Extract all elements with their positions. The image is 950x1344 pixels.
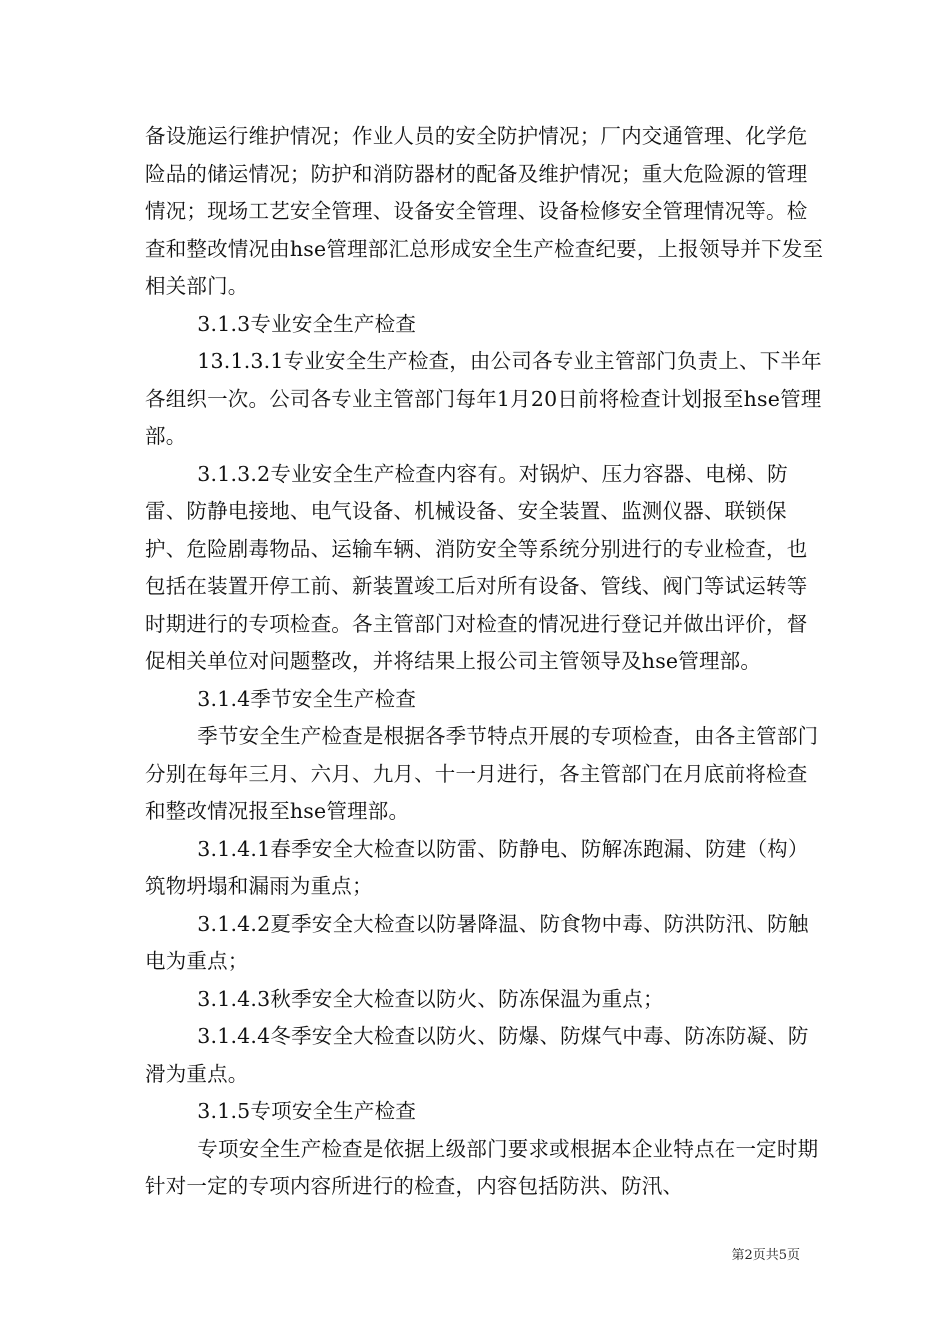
paragraph-3-1-4-4: 3.1.4.4冬季安全大检查以防火、防爆、防煤气中毒、防冻防凝、防滑为重点。 (145, 1024, 809, 1086)
paragraph-3-1-4-2: 3.1.4.2夏季安全大检查以防暑降温、防食物中毒、防洪防汛、防触电为重点； (145, 911, 809, 973)
page-number: 第2页共5页 (731, 1248, 800, 1263)
section-heading-3-1-4: 3.1.4季节安全生产检查 (197, 686, 417, 711)
paragraph-1: 备设施运行维护情况；作业人员的安全防护情况；厂内交通管理、化学危险品的储运情况；防护和消防器材的配备及维护情况；重大危险源的管理情况；现场工艺安全管理、设备安全管理、设备检修安全管理情况等。检查和整改情况由hse管理部汇总形成安全生产检查纪要，上报领导并下发至相关部门。 (145, 124, 824, 298)
section-heading-3-1-3: 3.1.3专业安全生产检查 (197, 311, 417, 336)
paragraph-3-1-3-2: 3.1.3.2专业安全生产检查内容有。对锅炉、压力容器、电梯、防雷、防静电接地、电气设备、机械设备、安全装置、监测仪器、联锁保护、危险剧毒物品、运输车辆、消防安全等系统分别进行的专业检查，也包括在装置开停工前、新装置竣工后对所有设备、管线、阀门等试运转等时期进行的专项检查。各主管部门对检查的情况进行登记并做出评价，督促相关单位对问题整改，并将结果上报公司主管领导及hse管理部。 (145, 461, 808, 673)
paragraph-3-1-4-1: 3.1.4.1春季安全大检查以防雷、防静电、防解冻跑漏、防建（构）筑物坍塌和漏雨为重点； (145, 836, 809, 898)
paragraph-3-1-3-1: 13.1.3.1专业安全生产检查，由公司各专业主管部门负责上、下半年各组织一次。公司各专业主管部门每年1月20日前将检查计划报至hse管理部。 (145, 349, 822, 448)
paragraph-3-1-4-3: 3.1.4.3秋季安全大检查以防火、防冻保温为重点； (197, 986, 664, 1011)
paragraph-seasonal-intro: 季节安全生产检查是根据各季节特点开展的专项检查，由各主管部门分别在每年三月、六月、九月、十一月进行，各主管部门在月底前将检查和整改情况报至hse管理部。 (145, 724, 819, 823)
document-body (145, 118, 825, 1206)
paragraph-special-intro: 专项安全生产检查是依据上级部门要求或根据本企业特点在一定时期针对一定的专项内容所进行的检查，内容包括防洪、防汛、 (145, 1136, 819, 1198)
section-heading-3-1-5: 3.1.5专项安全生产检查 (197, 1099, 417, 1123)
